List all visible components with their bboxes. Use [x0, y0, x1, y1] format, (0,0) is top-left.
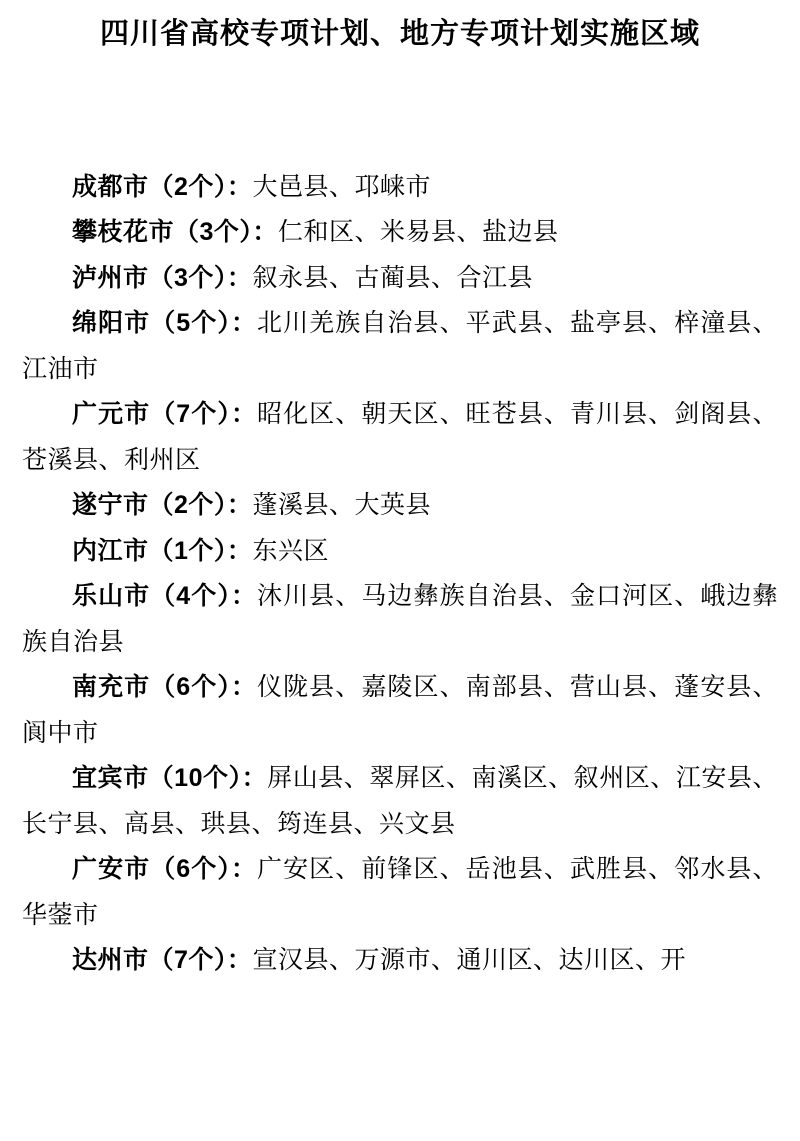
city-count: （3个）: [148, 263, 227, 292]
city-count: （1个）: [148, 536, 227, 565]
city-name: 成都市: [72, 172, 149, 201]
city-name: 内江市: [72, 536, 149, 565]
separator: ：: [226, 263, 253, 292]
list-item: [22, 665, 778, 756]
list-item: [22, 756, 778, 847]
city-name: 乐山市: [72, 582, 151, 611]
county-list: 仪陇县、嘉陵区、南部县、营山县、蓬安县、阆中市: [22, 673, 778, 747]
list-item: [22, 529, 778, 575]
county-list: 大邑县、邛崃市: [252, 172, 431, 201]
county-list: 蓬溪县、大英县: [252, 491, 431, 520]
entry-list: [0, 165, 800, 984]
separator: ：: [226, 946, 253, 975]
separator: ：: [241, 764, 268, 793]
city-count: （2个）: [148, 491, 227, 520]
city-name: 广安市: [72, 855, 151, 884]
city-name: 泸州市: [72, 263, 149, 292]
list-item: [22, 847, 778, 938]
separator: ：: [230, 673, 258, 702]
separator: ：: [230, 400, 258, 429]
city-count: （10个）: [148, 764, 242, 793]
list-item: [22, 301, 778, 392]
city-name: 南充市: [72, 673, 151, 702]
city-name: 宜宾市: [72, 764, 149, 793]
separator: ：: [230, 309, 258, 338]
list-item: [22, 392, 778, 483]
separator: ：: [230, 582, 258, 611]
county-list: 仁和区、米易县、盐边县: [277, 218, 559, 247]
county-list: 宣汉县、万源市、通川区、达川区、开: [252, 946, 686, 975]
list-item: [22, 938, 778, 984]
city-count: （2个）: [148, 172, 227, 201]
page-title: 四川省高校专项计划、地方专项计划实施区域: [99, 18, 700, 50]
list-item: [22, 165, 778, 211]
county-list: 沐川县、马边彝族自治县、金口河区、峨边彝族自治县: [22, 582, 778, 656]
county-list: 屏山县、翠屏区、南溪区、叙州区、江安县、长宁县、高县、珙县、筠连县、兴文县: [22, 764, 778, 838]
list-item: [22, 574, 778, 665]
separator: ：: [226, 172, 253, 201]
city-count: （7个）: [148, 946, 227, 975]
city-name: 广元市: [72, 400, 151, 429]
county-list: 昭化区、朝天区、旺苍县、青川县、剑阁县、苍溪县、利州区: [22, 400, 778, 474]
city-count: （3个）: [174, 218, 253, 247]
separator: ：: [226, 491, 253, 520]
city-count: （6个）: [150, 855, 231, 884]
list-item: [22, 483, 778, 529]
separator: ：: [226, 536, 253, 565]
city-name: 攀枝花市: [72, 218, 175, 247]
city-count: （5个）: [150, 309, 231, 338]
city-name: 绵阳市: [72, 309, 151, 338]
separator: ：: [252, 218, 278, 247]
county-list: 东兴区: [252, 536, 329, 565]
city-name: 遂宁市: [72, 491, 149, 520]
list-item: [22, 210, 778, 256]
city-count: （7个）: [150, 400, 231, 429]
separator: ：: [230, 855, 258, 884]
city-name: 达州市: [72, 946, 149, 975]
county-list: 叙永县、古蔺县、合江县: [252, 263, 533, 292]
county-list: 广安区、前锋区、岳池县、武胜县、邻水县、华蓥市: [22, 855, 778, 929]
title-spacer: [0, 55, 800, 165]
city-count: （4个）: [150, 582, 231, 611]
county-list: 北川羌族自治县、平武县、盐亭县、梓潼县、江油市: [22, 309, 778, 383]
city-count: （6个）: [150, 673, 231, 702]
list-item: [22, 256, 778, 302]
